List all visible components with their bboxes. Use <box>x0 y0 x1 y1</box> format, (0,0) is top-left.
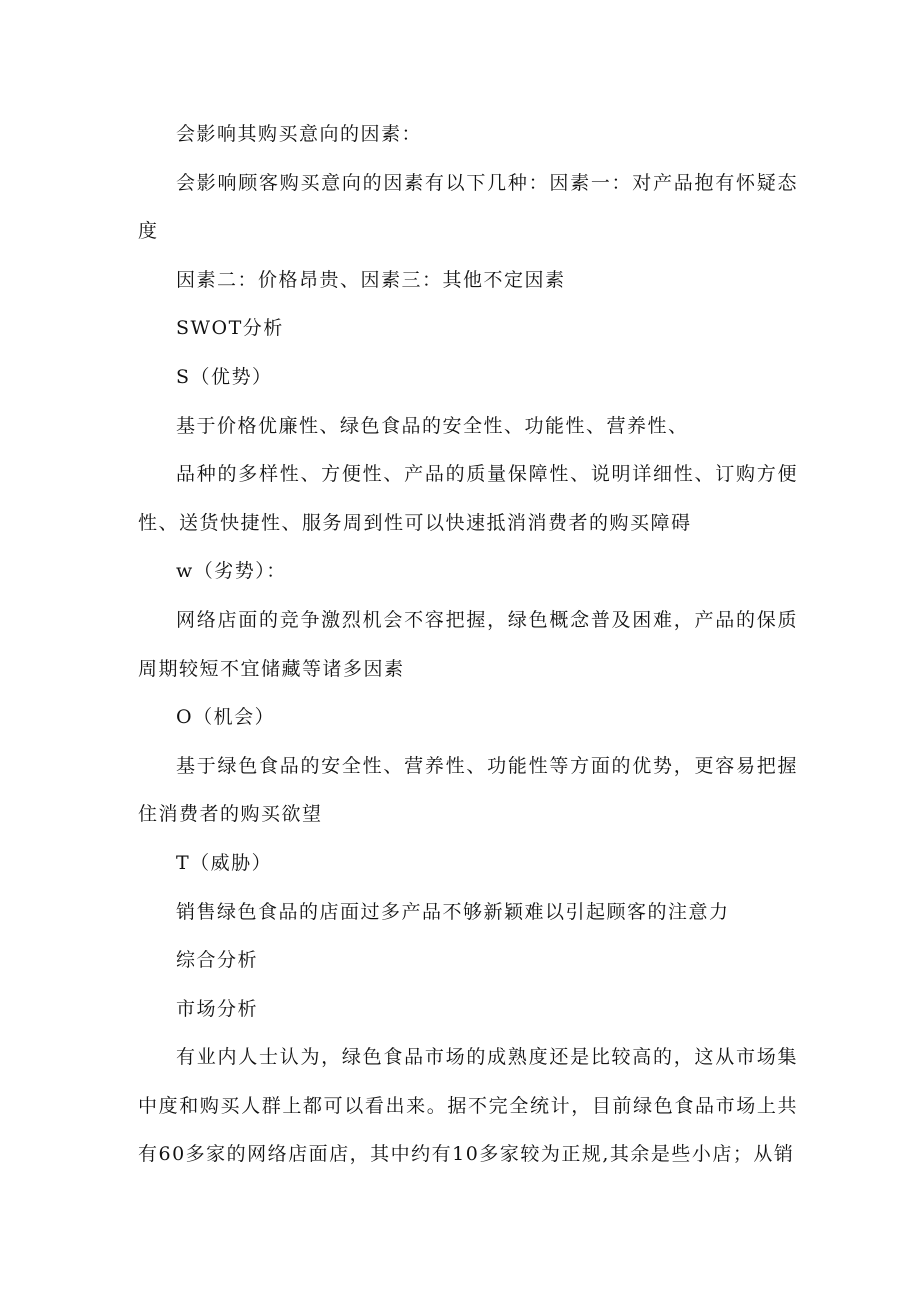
paragraph-strengths-2: 品种的多样性、方便性、产品的质量保障性、说明详细性、订购方便性、送货快捷性、服务周到性可以快速抵消消费者的购买障碍 <box>138 463 798 534</box>
heading-weaknesses: w（劣势）： <box>176 560 287 583</box>
heading-opportunities: O（机会） <box>176 706 276 729</box>
paragraph-opportunities: 基于绿色食品的安全性、营养性、功能性等方面的优势，更容易把握住消费者的购买欲望 <box>138 754 798 826</box>
paragraph-weaknesses: 网络店面的竞争激烈机会不容把握，绿色概念普及困难，产品的保质周期较短不宜储藏等诸多因素 <box>138 608 798 680</box>
heading-comprehensive-analysis: 综合分析 <box>176 949 259 972</box>
paragraph-market-analysis: 有业内人士认为，绿色食品市场的成熟度还是比较高的，这从市场集中度和购买人群上都可以看出来。据不完全统计，目前绿色食品市场上共有60多家的网络店面店，其中约有10多家较为正规,其余是些小店；从销 <box>138 1046 798 1166</box>
heading-strengths: S（优势） <box>176 365 273 388</box>
paragraph-threats: 销售绿色食品的店面过多产品不够新颖难以引起顾客的注意力 <box>176 900 730 923</box>
heading-market-analysis: 市场分析 <box>176 997 259 1020</box>
paragraph-factors-two-three: 因素二：价格昂贵、因素三：其他不定因素 <box>176 268 566 291</box>
paragraph-purchase-factors-heading: 会影响其购买意向的因素： <box>176 123 423 145</box>
paragraph-strengths-1: 基于价格优廉性、绿色食品的安全性、功能性、营养性、 <box>176 414 689 437</box>
heading-swot-analysis: SWOT分析 <box>176 317 284 340</box>
paragraph-purchase-factors-list: 会影响顾客购买意向的因素有以下几种：因素一：对产品抱有怀疑态度 <box>138 171 798 243</box>
heading-threats: T（威胁） <box>176 851 273 874</box>
document-body <box>138 110 798 1179</box>
